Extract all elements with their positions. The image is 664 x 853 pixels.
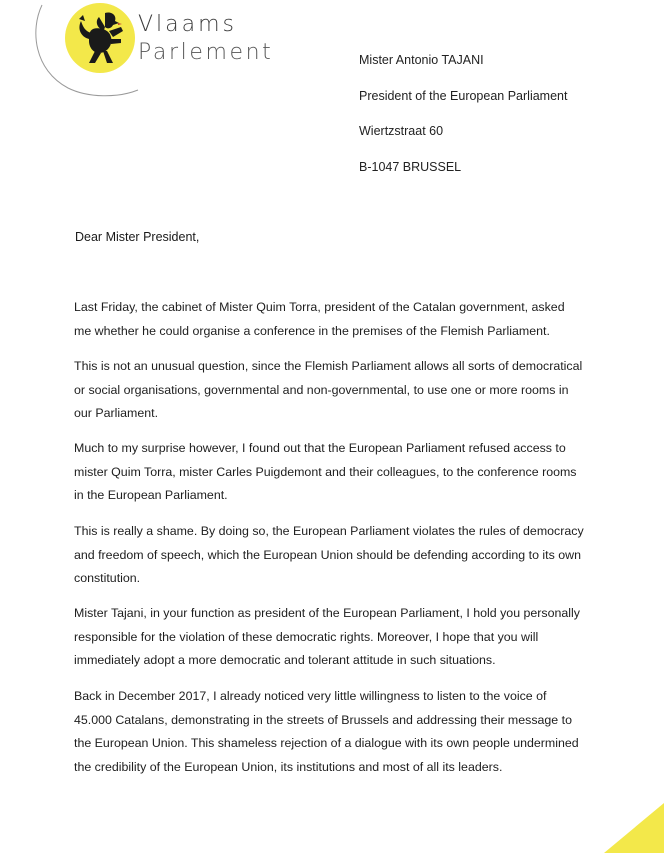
paragraph-line: or social organisations, governmental and non-governmental, to use one or more rooms in [74, 382, 569, 397]
paragraph-line: our Parliament. [74, 406, 159, 421]
recipient-city: B-1047 BRUSSEL [359, 159, 462, 174]
paragraph-line: in the European Parliament. [74, 488, 228, 503]
paragraph-line: me whether he could organise a conference in the premises of the Flemish Parliament. [74, 323, 550, 338]
paragraph-line: Back in December 2017, I already noticed very little willingness to listen to the voice of [74, 689, 547, 703]
paragraph-line: constitution. [74, 571, 141, 586]
corner-decoration-icon [584, 793, 664, 853]
paragraph-3 [74, 437, 634, 508]
paragraph-line: This is not an unusual question, since the Flemish Parliament allows all sorts of democratical [74, 359, 583, 373]
paragraph-2 [74, 355, 634, 426]
paragraph-line: Mister Tajani, in your function as president of the European Parliament, I hold you personally [74, 606, 581, 620]
paragraph-5 [74, 602, 634, 673]
paragraph-line: mister Quim Torra, mister Carles Puigdemont and their colleagues, to the conference rooms [74, 464, 577, 479]
logo-word-vlaams: Vlaams [138, 12, 238, 37]
paragraph-line: Much to my surprise however, I found out that the European Parliament refused access to [74, 441, 566, 455]
logo-word-parlement: Parlement [138, 40, 274, 65]
salutation: Dear Mister President, [75, 230, 200, 244]
paragraph-6 [74, 685, 634, 779]
recipient-address [359, 52, 567, 194]
paragraph-line: This is really a shame. By doing so, the European Parliament violates the rules of democracy [74, 524, 584, 538]
paragraph-line: and freedom of speech, which the European Union should be defending according to its own [74, 547, 581, 562]
paragraph-4 [74, 520, 634, 591]
paragraph-line: immediately adopt a more democratic and tolerant attitude in such situations. [74, 653, 496, 668]
recipient-name: Mister Antonio TAJANI [359, 53, 484, 67]
vlaams-parlement-logo [28, 0, 278, 100]
paragraph-line: responsible for the violation of these democratic rights. Moreover, I hope that you will [74, 629, 539, 644]
flemish-lion-icon [65, 3, 135, 73]
paragraph-line: 45.000 Catalans, demonstrating in the streets of Brussels and addressing their message to [74, 712, 572, 727]
recipient-street: Wiertzstraat 60 [359, 124, 444, 138]
paragraph-line: the European Union. This shameless rejection of a dialogue with its own people undermined [74, 736, 579, 751]
paragraph-line: Last Friday, the cabinet of Mister Quim Torra, president of the Catalan government, asked [74, 300, 565, 314]
recipient-title: President of the European Parliament [359, 88, 568, 103]
paragraph-1 [74, 296, 634, 343]
paragraph-line: the credibility of the European Union, its institutions and most of all its leaders. [74, 759, 503, 774]
